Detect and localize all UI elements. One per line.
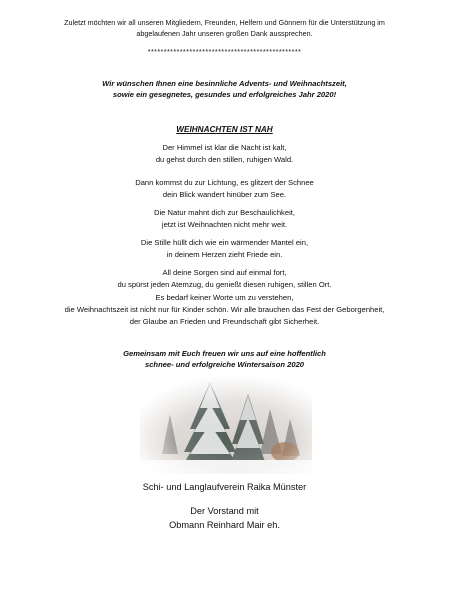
poem-line: Der Himmel ist klar die Nacht ist kalt, [162,143,287,152]
poem-title: WEIHNACHTEN IST NAH [176,125,273,134]
poem-line: Dann kommst du zur Lichtung, es glitzert der Schnee [135,178,314,187]
wishes-line-2: sowie ein gesegnetes, gesundes und erfolgreiches Jahr 2020! [112,90,337,99]
intro-line-2: abgelaufenen Jahr unseren großen Dank aussprechen. [136,29,313,38]
poem-line: Die Stille hüllt dich wie ein wärmender Mantel ein, [140,238,309,247]
board-line: Der Vorstand mit [190,506,259,516]
poem-line: in deinem Herzen zieht Friede ein. [166,250,283,259]
separator: ************************************************ [147,47,302,56]
poem-line: der Glaube an Frieden und Freundschaft gibt Sicherheit. [129,317,320,326]
closing-line-1: Gemeinsam mit Euch freuen wir uns auf eine hoffentlich [123,349,326,358]
closing-line-2: schnee- und erfolgreiche Wintersaison 2020 [144,360,305,369]
poem-line: All deine Sorgen sind auf einmal fort, [162,268,287,277]
intro-line-1: Zuletzt möchten wir all unseren Mitgliedern, Freunden, Helfern und Gönnern für die Unterstützung im [64,18,385,27]
poem-line: Es bedarf keiner Worte um zu verstehen, [155,293,294,302]
club-name: Schi- und Langlaufverein Raika Münster [142,482,307,492]
wishes-line-1: Wir wünschen Ihnen eine besinnliche Advents- und Weihnachtszeit, [102,79,347,88]
chair-name: Obmann Reinhard Mair eh. [169,520,280,530]
poem-line: die Weihnachtszeit ist nicht nur für Kinder schön. Wir alle brauchen das Fest der Geborgenheit, [64,305,385,314]
poem-line: du gehst durch den stillen, ruhigen Wald. [155,155,294,164]
poem-line: jetzt ist Weihnachten nicht mehr weit. [161,220,288,229]
winter-forest-photo [140,374,312,474]
poem-line: dein Blick wandert hinüber zum See. [162,190,287,199]
poem-line: du spürst jeden Atemzug, du genießt diesen ruhigen, stillen Ort. [117,280,332,289]
poem-line: Die Natur mahnt dich zur Beschaulichkeit, [154,208,295,217]
